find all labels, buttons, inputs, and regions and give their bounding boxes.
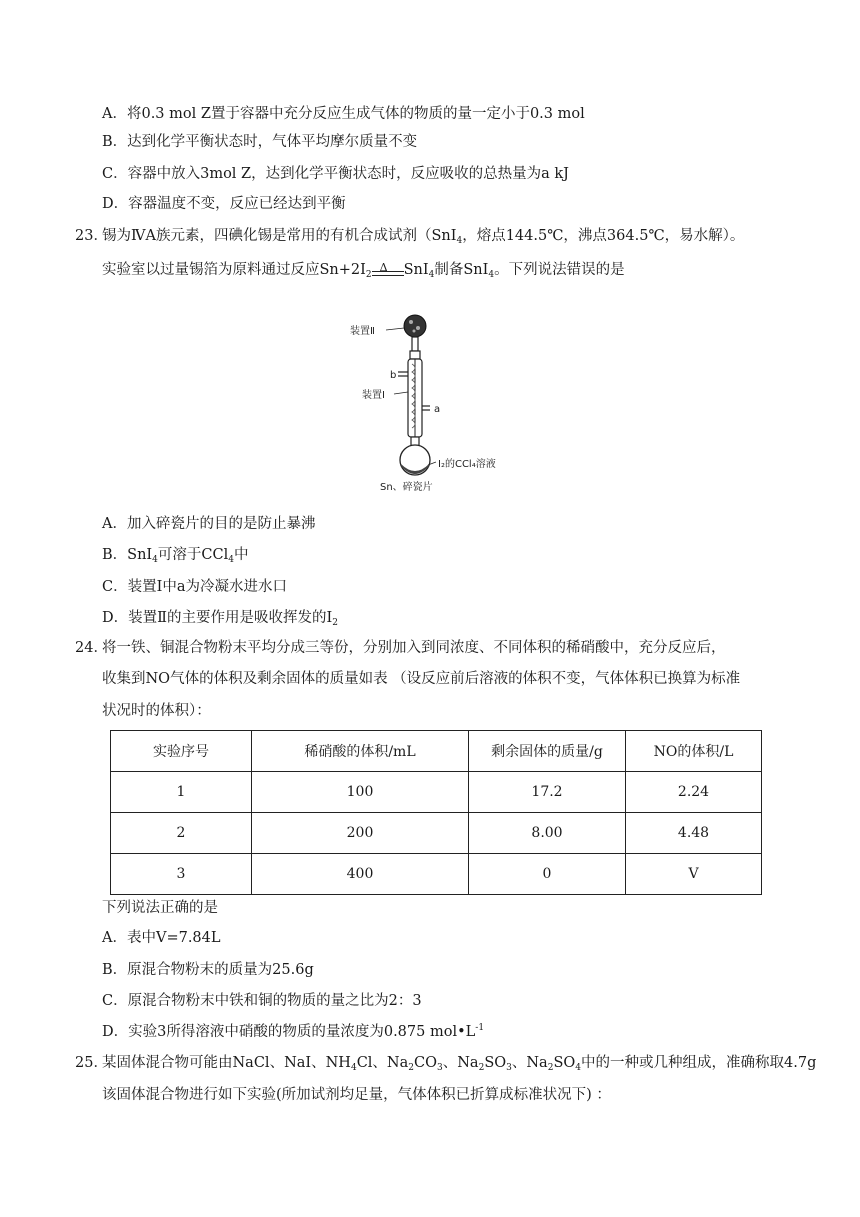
table-cell: 17.2 [469,772,626,813]
q23-option-b: B．SnI$_4$可溶于CCl$_4$中 [102,547,249,565]
q24-option-b: B．原混合物粉末的质量为25.6g [102,962,314,978]
label-bottom: Sn、碎瓷片 [380,482,433,493]
table-cell: V [626,854,762,895]
q24-number: 24． [75,640,108,656]
table-header-cell: 实验序号 [111,731,252,772]
q22-option-d: D．容器温度不变，反应已经达到平衡 [102,196,346,212]
heating-condition-arrow: Δ [372,260,404,280]
table-cell: 8.00 [469,813,626,854]
q23-stem-line2: 实验室以过量锡箔为原料通过反应$Sn+2I_2$ Δ SnI$_4$制备SnI$_4$。下列说法错误的是 [102,261,625,280]
table-cell: 4.48 [626,813,762,854]
q22-option-c: C．容器中放入3mol Z，达到化学平衡状态时，反应吸收的总热量为a kJ [102,166,569,182]
table-row [111,813,762,854]
table-cell: 2.24 [626,772,762,813]
q22-option-b: B．达到化学平衡状态时，气体平均摩尔质量不变 [102,134,418,150]
apparatus-figure [350,300,510,495]
q25-stem-line1: 某固体混合物可能由NaCl、NaI、$NH_4Cl$、$Na_2CO_3$、$Na_2SO_3$、$Na_2SO_4$中的一种或几种组成，准确称取4.7g [102,1055,817,1073]
q24-stem-line1: 将一铁、铜混合物粉末平均分成三等份，分别加入到同浓度、不同体积的稀硝酸中，充分反应后， [102,640,726,656]
label-b: b [390,370,397,381]
q22-option-a: A．将0.3 mol Z置于容器中充分反应生成气体的物质的量一定小于0.3 mol [102,106,585,122]
label-a: a [434,404,441,415]
table-header-cell: 稀硝酸的体积/mL [252,731,469,772]
table-header-cell: NO的体积/L [626,731,762,772]
table-row [111,854,762,895]
q24-option-c: C．原混合物粉末中铁和铜的物质的量之比为2：3 [102,993,422,1009]
table-header-row [111,731,762,772]
table-header-cell: 剩余固体的质量/g [469,731,626,772]
q23-option-d: D．装置Ⅱ的主要作用是吸收挥发的$I_2$ [102,610,338,628]
q24-stem-line2: 收集到NO气体的体积及剩余固体的质量如表 （设反应前后溶液的体积不变，气体体积已换算为标准 [102,671,741,687]
table-cell: 100 [252,772,469,813]
q23-option-a: A．加入碎瓷片的目的是防止暴沸 [102,516,316,532]
q23-number: 23． [75,228,108,244]
label-solution: I₂的CCl₄溶液 [438,459,496,470]
q25-stem-line2: 该固体混合物进行如下实验(所加试剂均足量，气体体积已折算成标准状况下) ： [102,1087,611,1103]
table-row [111,772,762,813]
q24-question: 下列说法正确的是 [102,900,218,916]
q24-option-a: A．表中V=7.84L [102,930,221,946]
table-cell: 2 [111,813,252,854]
q24-option-d: D．实验3所得溶液中硝酸的物质的量浓度为0.875 $mol•L^{-1}$ [102,1023,485,1040]
data-table [110,730,762,895]
table-cell: 3 [111,854,252,895]
q23-stem-line1: 锡为ⅣA族元素，四碘化锡是常用的有机合成试剂（SnI$_4$，熔点144.5℃，沸点364.5℃，易水解）。 [102,228,745,246]
table-cell: 0 [469,854,626,895]
table-cell: 1 [111,772,252,813]
table-cell: 200 [252,813,469,854]
q25-number: 25． [75,1055,108,1071]
q23-option-c: C．装置Ⅰ中a为冷凝水进水口 [102,579,287,595]
table-cell: 400 [252,854,469,895]
label-device2: 装置Ⅱ [350,326,375,337]
q24-stem-line3: 状况时的体积）： [102,703,211,719]
label-device1: 装置Ⅰ [362,390,385,401]
